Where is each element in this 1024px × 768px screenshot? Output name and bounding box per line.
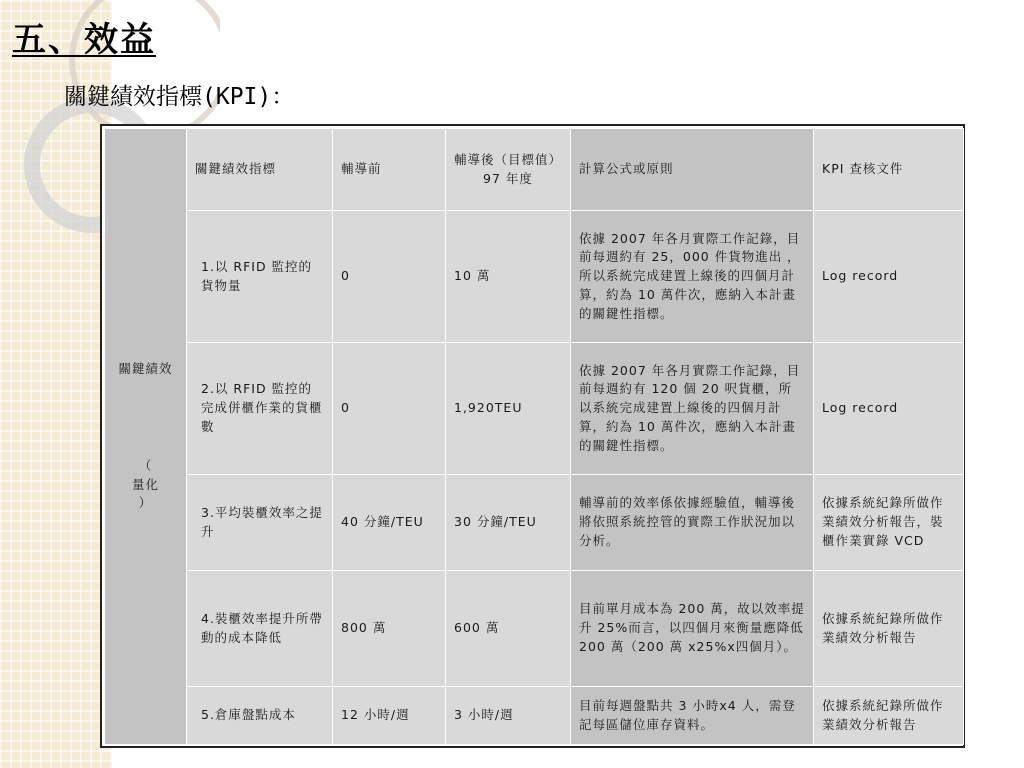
- cell-formula: 輔導前的效率係依據經驗值，輔導後將依照系統控管的實際工作狀況加以分析。: [571, 475, 814, 571]
- category-paren-close: ）: [138, 495, 153, 511]
- cell-formula: 依據 2007 年各月實際工作記錄，目前每週約有 120 個 20 呎貨櫃，所以系統完成建置上線後的四個月計算，約為 10 萬件次，應納入本計畫的關鍵性指標。: [571, 343, 814, 475]
- cell-after: 600 萬: [446, 571, 571, 687]
- header-doc: KPI 查核文件: [814, 129, 964, 211]
- table-row: [105, 571, 964, 687]
- header-before: 輔導前: [333, 129, 446, 211]
- cell-before: 0: [333, 211, 446, 343]
- table-row: [105, 211, 964, 343]
- cell-formula: 目前單月成本為 200 萬，故以效率提升 25%而言，以四個月來衡量應降低 200 萬（200 萬 x25%x四個月）。: [571, 571, 814, 687]
- cell-after: 10 萬: [446, 211, 571, 343]
- cell-indicator: 3.平均裝櫃效率之提升: [187, 475, 333, 571]
- category-paren-open: （: [138, 457, 153, 473]
- cell-after: 3 小時/週: [446, 687, 571, 745]
- cell-indicator: 4.裝櫃效率提升所帶動的成本降低: [187, 571, 333, 687]
- cell-indicator: 1.以 RFID 監控的貨物量: [187, 211, 333, 343]
- cell-formula: 依據 2007 年各月實際工作記錄，目前每週約有 25，000 件貨物進出 ，所以系統完成建置上線後的四個月計算，約為 10 萬件次，應納入本計畫的關鍵性指標。: [571, 211, 814, 343]
- cell-indicator: 5.倉庫盤點成本: [187, 687, 333, 745]
- table-header-row: [105, 129, 964, 211]
- table-row: [105, 687, 964, 745]
- cell-doc: 依據系統紀錄所做作業績效分析報告: [814, 571, 964, 687]
- cell-after: 1,920TEU: [446, 343, 571, 475]
- kpi-table-frame: [100, 124, 965, 748]
- cell-formula: 目前每週盤點共 3 小時x4 人，需登記每區儲位庫存資料。: [571, 687, 814, 745]
- cell-after: 30 分鐘/TEU: [446, 475, 571, 571]
- cell-doc: 依據系統紀錄所做作業績效分析報告: [814, 687, 964, 745]
- table-row: [105, 475, 964, 571]
- header-indicator: 關鍵績效指標: [187, 129, 333, 211]
- cell-doc: Log record: [814, 343, 964, 475]
- cell-before: 0: [333, 343, 446, 475]
- cell-doc: 依據系統紀錄所做作業績效分析報告，裝櫃作業實錄 VCD: [814, 475, 964, 571]
- cell-indicator: 2.以 RFID 監控的完成併櫃作業的貨櫃數: [187, 343, 333, 475]
- cell-doc: Log record: [814, 211, 964, 343]
- category-label: 關鍵績效: [118, 361, 173, 376]
- cell-before: 40 分鐘/TEU: [333, 475, 446, 571]
- slide-subtitle: 關鍵績效指標(KPI)：: [64, 84, 295, 110]
- category-sub-label: 量化: [131, 476, 159, 492]
- category-cell: [105, 129, 187, 745]
- cell-before: 800 萬: [333, 571, 446, 687]
- cell-before: 12 小時/週: [333, 687, 446, 745]
- header-formula: 計算公式或原則: [571, 129, 814, 211]
- slide-title: 五、效益: [12, 20, 156, 60]
- header-after: 輔導後（目標值）97 年度: [446, 129, 571, 211]
- kpi-table: [104, 128, 964, 745]
- table-row: [105, 343, 964, 475]
